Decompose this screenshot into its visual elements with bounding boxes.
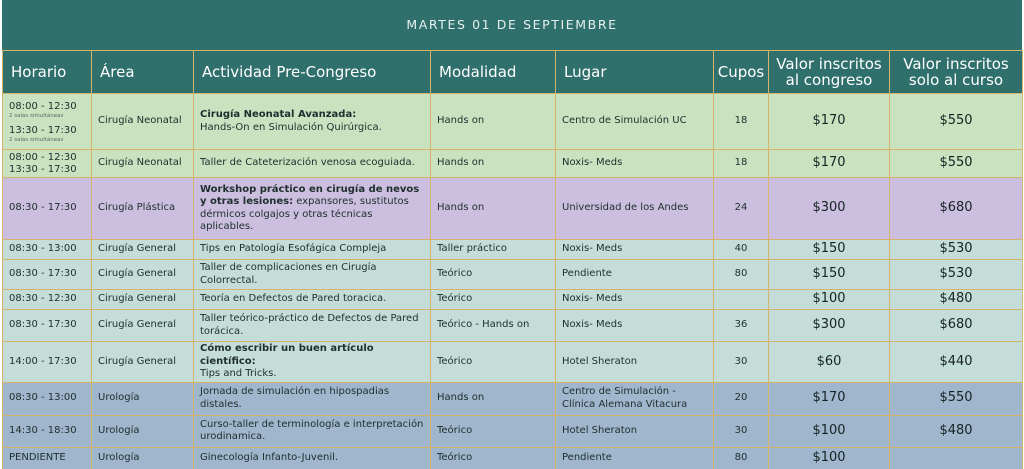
modalidad-cell: Hands on: [431, 94, 556, 150]
table-header-row: [3, 51, 1023, 94]
lugar-cell: Noxis- Meds: [556, 290, 714, 310]
header-valor-curso-line2: solo al curso: [908, 71, 1004, 89]
actividad-bold: Cirugía Neonatal Avanzada:: [200, 109, 357, 120]
header-valor-congreso-line1: Valor inscritos: [776, 55, 882, 73]
cupos-cell: 18: [714, 150, 769, 178]
table-row: [3, 150, 1023, 178]
actividad-text: expansores, sustitutos dérmicos colgajos y otras técnicas aplicables.: [200, 196, 409, 232]
header-lugar: Lugar: [556, 51, 714, 94]
lugar-cell: Pendiente: [556, 447, 714, 469]
table-row: [3, 342, 1023, 383]
header-modalidad: Modalidad: [431, 51, 556, 94]
horario-cell: 08:30 - 17:30: [3, 310, 92, 342]
table-row: [3, 415, 1023, 447]
area-cell: Cirugía Plástica: [92, 178, 194, 240]
actividad-cell: Curso-taller de terminología e interpretación urodinamica.: [194, 415, 431, 447]
lugar-cell: Centro de Simulación UC: [556, 94, 714, 150]
cupos-cell: 20: [714, 382, 769, 415]
valor-congreso-cell: $150: [769, 260, 890, 290]
actividad-cell: Taller teórico-práctico de Defectos de Pared torácica.: [194, 310, 431, 342]
valor-curso-cell: $530: [890, 260, 1023, 290]
valor-congreso-cell: $100: [769, 415, 890, 447]
horario-cell: 14:00 - 17:30: [3, 342, 92, 383]
area-cell: Urología: [92, 382, 194, 415]
area-cell: Urología: [92, 447, 194, 469]
cupos-cell: 36: [714, 310, 769, 342]
modalidad-cell: Teórico: [431, 342, 556, 383]
time-note: 2 salas simultáneas: [9, 112, 64, 119]
table-row: [3, 447, 1023, 469]
modalidad-cell: Hands on: [431, 382, 556, 415]
horario-cell: 08:30 - 12:30: [3, 290, 92, 310]
modalidad-cell: Hands on: [431, 178, 556, 240]
lugar-cell: Hotel Sheraton: [556, 415, 714, 447]
lugar-cell: Noxis- Meds: [556, 240, 714, 260]
cupos-cell: 40: [714, 240, 769, 260]
horario-cell: PENDIENTE: [3, 447, 92, 469]
valor-curso-cell: $680: [890, 310, 1023, 342]
valor-congreso-cell: $60: [769, 342, 890, 383]
header-area: Área: [92, 51, 194, 94]
time-start: 08:00 - 12:30: [9, 151, 77, 163]
lugar-cell: Pendiente: [556, 260, 714, 290]
modalidad-cell: Taller práctico: [431, 240, 556, 260]
cupos-cell: 30: [714, 415, 769, 447]
actividad-cell: Teoría en Defectos de Pared toracica.: [194, 290, 431, 310]
valor-congreso-cell: $170: [769, 94, 890, 150]
cupos-cell: 24: [714, 178, 769, 240]
valor-congreso-cell: $100: [769, 290, 890, 310]
header-valor-congreso-line2: al congreso: [785, 71, 873, 89]
cupos-cell: 18: [714, 94, 769, 150]
header-horario: Horario: [3, 51, 92, 94]
table-row: [3, 178, 1023, 240]
actividad-bold: Workshop práctico en cirugía de nevos y otras lesiones:: [200, 183, 420, 207]
modalidad-cell: Teórico: [431, 447, 556, 469]
valor-congreso-cell: $300: [769, 310, 890, 342]
lugar-cell: Universidad de los Andes: [556, 178, 714, 240]
area-cell: Cirugía General: [92, 342, 194, 383]
actividad-text: Hands-On en Simulación Quirúrgica.: [200, 121, 382, 133]
valor-congreso-cell: $170: [769, 150, 890, 178]
page-title: MARTES 01 DE SEPTIEMBRE: [2, 0, 1022, 50]
cupos-cell: [714, 290, 769, 310]
modalidad-cell: Teórico: [431, 415, 556, 447]
modalidad-cell: Teórico - Hands on: [431, 310, 556, 342]
horario-cell: 08:30 - 17:30: [3, 260, 92, 290]
valor-curso-cell: $480: [890, 290, 1023, 310]
header-valor-congreso: [769, 51, 890, 94]
area-cell: Cirugía General: [92, 290, 194, 310]
lugar-cell: Hotel Sheraton: [556, 342, 714, 383]
valor-congreso-cell: $300: [769, 178, 890, 240]
time-note: 2 salas simultáneas: [9, 136, 64, 143]
schedule-container: [2, 0, 1022, 467]
horario-cell: [3, 94, 92, 150]
area-cell: Cirugía General: [92, 260, 194, 290]
actividad-cell: [194, 178, 431, 240]
header-cupos: Cupos: [714, 51, 769, 94]
cupos-cell: 30: [714, 342, 769, 383]
actividad-cell: Tips en Patología Esofágica Compleja: [194, 240, 431, 260]
area-cell: Cirugía General: [92, 310, 194, 342]
area-cell: Cirugía Neonatal: [92, 150, 194, 178]
valor-curso-cell: $550: [890, 382, 1023, 415]
valor-congreso-cell: $150: [769, 240, 890, 260]
time-end: 13:30 - 17:30: [9, 124, 77, 136]
cupos-cell: 80: [714, 447, 769, 469]
actividad-cell: [194, 94, 431, 150]
horario-cell: 08:30 - 17:30: [3, 178, 92, 240]
schedule-table: [2, 50, 1023, 469]
lugar-cell: Noxis- Meds: [556, 150, 714, 178]
actividad-cell: Jornada de simulación en hipospadias distales.: [194, 382, 431, 415]
actividad-bold: Cómo escribir un buen artículo científico:: [200, 343, 374, 367]
table-row: [3, 382, 1023, 415]
table-row: [3, 240, 1023, 260]
valor-curso-cell: $680: [890, 178, 1023, 240]
header-actividad: Actividad Pre-Congreso: [194, 51, 431, 94]
area-cell: Urología: [92, 415, 194, 447]
header-valor-curso: [890, 51, 1023, 94]
valor-curso-cell: $550: [890, 94, 1023, 150]
time-end: 13:30 - 17:30: [9, 163, 77, 175]
actividad-text: Tips and Tricks.: [200, 368, 277, 379]
horario-cell: 08:30 - 13:00: [3, 240, 92, 260]
valor-curso-cell: $440: [890, 342, 1023, 383]
header-valor-curso-line1: Valor inscritos: [903, 55, 1009, 73]
time-start: 08:00 - 12:30: [9, 100, 77, 112]
area-cell: Cirugía General: [92, 240, 194, 260]
horario-cell: 14:30 - 18:30: [3, 415, 92, 447]
table-row: [3, 260, 1023, 290]
valor-congreso-cell: $100: [769, 447, 890, 469]
valor-congreso-cell: $170: [769, 382, 890, 415]
cupos-cell: 80: [714, 260, 769, 290]
lugar-cell: Noxis- Meds: [556, 310, 714, 342]
valor-curso-cell: $530: [890, 240, 1023, 260]
modalidad-cell: Hands on: [431, 150, 556, 178]
table-row: [3, 94, 1023, 150]
table-row: [3, 290, 1023, 310]
modalidad-cell: Teórico: [431, 290, 556, 310]
actividad-cell: Taller de Cateterización venosa ecoguiada.: [194, 150, 431, 178]
horario-cell: [3, 150, 92, 178]
actividad-cell: Ginecología Infanto-Juvenil.: [194, 447, 431, 469]
valor-curso-cell: $480: [890, 415, 1023, 447]
area-cell: Cirugía Neonatal: [92, 94, 194, 150]
valor-curso-cell: [890, 447, 1023, 469]
horario-cell: 08:30 - 13:00: [3, 382, 92, 415]
valor-curso-cell: $550: [890, 150, 1023, 178]
actividad-cell: [194, 342, 431, 383]
lugar-cell: Centro de Simulación - Clínica Alemana Vitacura: [556, 382, 714, 415]
actividad-cell: Taller de complicaciones en Cirugía Colorrectal.: [194, 260, 431, 290]
table-row: [3, 310, 1023, 342]
modalidad-cell: Teórico: [431, 260, 556, 290]
